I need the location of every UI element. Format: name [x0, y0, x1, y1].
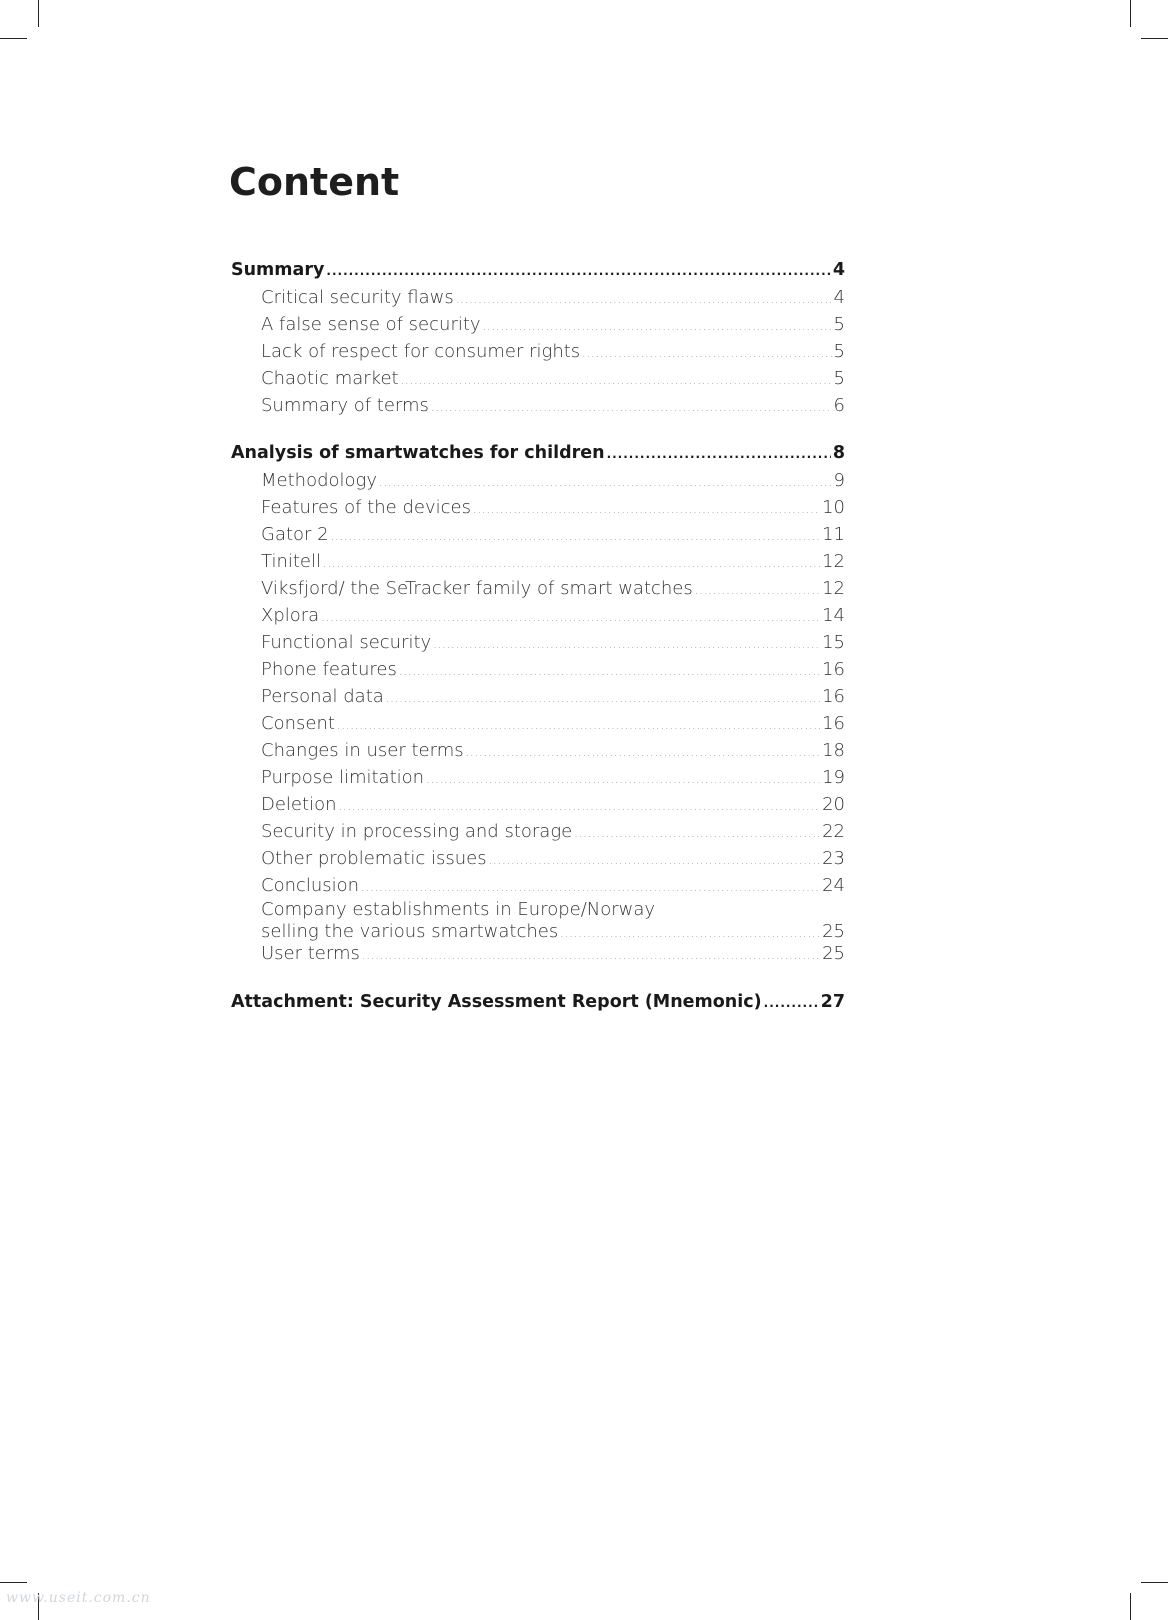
- toc-item-label: Summary of terms: [261, 395, 429, 416]
- toc-item[interactable]: [231, 764, 845, 791]
- toc-item[interactable]: [231, 737, 845, 764]
- dot-leader: [483, 313, 832, 340]
- toc-page-number: 18: [822, 740, 845, 761]
- crop-mark: [0, 38, 27, 39]
- dot-leader: [574, 820, 820, 847]
- toc-item-label: Other problematic issues: [261, 848, 487, 869]
- crop-mark: [1141, 1582, 1168, 1583]
- dot-leader: [321, 604, 820, 631]
- toc-item-label: Tinitell: [261, 551, 321, 572]
- section-spacer: [231, 965, 845, 989]
- toc-page-number: 15: [822, 632, 845, 653]
- toc-item-label: Conclusion: [261, 875, 360, 896]
- dot-leader: [695, 577, 820, 604]
- dot-leader: [361, 874, 820, 901]
- toc-section-label: Summary: [231, 260, 325, 280]
- toc-page-number: 23: [822, 848, 845, 869]
- dot-leader: [473, 496, 820, 523]
- toc-page-number: 4: [832, 260, 845, 280]
- toc-section-summary[interactable]: [231, 257, 845, 284]
- toc-section-label: Analysis of smartwatches for children: [231, 443, 605, 463]
- crop-mark: [0, 1582, 27, 1583]
- toc-item-label: Features of the devices: [261, 497, 471, 518]
- dot-leader: [331, 523, 820, 550]
- toc-item-label: A false sense of security: [261, 314, 481, 335]
- toc-page-number: 25: [822, 943, 845, 964]
- toc-item[interactable]: [231, 494, 845, 521]
- dot-leader: [386, 685, 820, 712]
- toc-item[interactable]: [231, 710, 845, 737]
- toc-page-number: 12: [822, 578, 845, 599]
- toc-item-label: Deletion: [261, 794, 337, 815]
- toc-page-number: 11: [822, 524, 845, 545]
- toc-item[interactable]: [231, 338, 845, 365]
- toc-page-number: 16: [822, 686, 845, 707]
- toc-item-label: Lack of respect for consumer rights: [261, 341, 581, 362]
- toc-page-number: 20: [822, 794, 845, 815]
- dot-leader: [456, 286, 832, 313]
- dot-leader: [466, 739, 820, 766]
- toc-item[interactable]: [231, 548, 845, 575]
- toc-page-number: 27: [820, 992, 845, 1012]
- dot-leader: [560, 923, 820, 945]
- toc-page-number: 5: [833, 341, 845, 362]
- dot-leader: [379, 469, 832, 496]
- toc-item[interactable]: [231, 365, 845, 392]
- toc-item-label: Xplora: [261, 605, 320, 626]
- crop-mark: [38, 0, 39, 27]
- toc-page-number: 22: [822, 821, 845, 842]
- toc-page-number: 5: [833, 368, 845, 389]
- watermark: www.useit.com.cn: [6, 1590, 151, 1606]
- toc-item[interactable]: [231, 629, 845, 656]
- toc-item[interactable]: [231, 656, 845, 683]
- crop-mark: [1130, 1593, 1131, 1620]
- dot-leader: [362, 945, 820, 967]
- dot-leader: [326, 258, 830, 285]
- toc-section-label: Attachment: Security Assessment Report (Mnemonic): [231, 992, 762, 1012]
- toc-item[interactable]: [231, 575, 845, 602]
- toc-item-label: Purpose limitation: [261, 767, 425, 788]
- table-of-contents: [231, 257, 845, 1016]
- toc-item[interactable]: [231, 521, 845, 548]
- toc-page-number: 24: [822, 875, 845, 896]
- toc-item-label: Phone features: [261, 659, 397, 680]
- toc-item[interactable]: [231, 818, 845, 845]
- toc-page-number: 4: [833, 287, 845, 308]
- toc-item[interactable]: [231, 602, 845, 629]
- dot-leader: [433, 631, 820, 658]
- toc-item-label: Personal data: [261, 686, 384, 707]
- page-title: Content: [229, 160, 400, 204]
- toc-item-label: Changes in user terms: [261, 740, 464, 761]
- toc-item-multiline-first[interactable]: Company establishments in Europe/Norway: [261, 899, 656, 920]
- toc-page-number: 16: [822, 659, 845, 680]
- toc-page-number: 25: [822, 921, 845, 942]
- toc-item-label: selling the various smartwatches: [261, 921, 559, 942]
- dot-leader: [337, 712, 820, 739]
- toc-page-number: 6: [833, 395, 845, 416]
- toc-item[interactable]: [231, 392, 845, 419]
- crop-mark: [1141, 38, 1168, 39]
- dot-leader: [431, 394, 832, 421]
- toc-item[interactable]: [231, 791, 845, 818]
- toc-item-label: Security in processing and storage: [261, 821, 573, 842]
- toc-page-number: 8: [832, 443, 845, 463]
- dot-leader: [339, 793, 821, 820]
- toc-item[interactable]: [231, 311, 845, 338]
- toc-section-attachment[interactable]: [231, 989, 845, 1016]
- dot-leader: [323, 550, 820, 577]
- dot-leader: [401, 367, 832, 394]
- toc-item-label: Chaotic market: [261, 368, 399, 389]
- dot-leader: [399, 658, 820, 685]
- toc-item[interactable]: [231, 683, 845, 710]
- dot-leader: [607, 441, 831, 468]
- toc-item-label: Consent: [261, 713, 335, 734]
- dot-leader: [489, 847, 820, 874]
- toc-item[interactable]: [231, 943, 845, 965]
- dot-leader: [426, 766, 820, 793]
- toc-item[interactable]: [231, 872, 845, 899]
- toc-item-label: Functional security: [261, 632, 432, 653]
- toc-item-label: User terms: [261, 943, 360, 964]
- crop-mark: [1130, 0, 1131, 27]
- section-spacer: [231, 419, 845, 440]
- toc-item[interactable]: [231, 845, 845, 872]
- toc-page-number: 19: [822, 767, 845, 788]
- toc-section-analysis[interactable]: [231, 440, 845, 467]
- toc-item[interactable]: [231, 284, 845, 311]
- toc-item-label: Gator 2: [261, 524, 329, 545]
- toc-item-label: Methodology: [261, 470, 377, 491]
- toc-page-number: 14: [822, 605, 845, 626]
- toc-page-number: 12: [822, 551, 845, 572]
- toc-page-number: 10: [822, 497, 845, 518]
- dot-leader: [764, 990, 819, 1017]
- toc-item-label: Critical security flaws: [261, 287, 454, 308]
- toc-page-number: 16: [822, 713, 845, 734]
- toc-page-number: 5: [833, 314, 845, 335]
- dot-leader: [582, 340, 831, 367]
- toc-item[interactable]: [231, 467, 845, 494]
- toc-page-number: 9: [833, 470, 845, 491]
- toc-item-label: Viksfjord/ the SeTracker family of smart watches: [261, 578, 693, 599]
- toc-item[interactable]: [231, 921, 845, 943]
